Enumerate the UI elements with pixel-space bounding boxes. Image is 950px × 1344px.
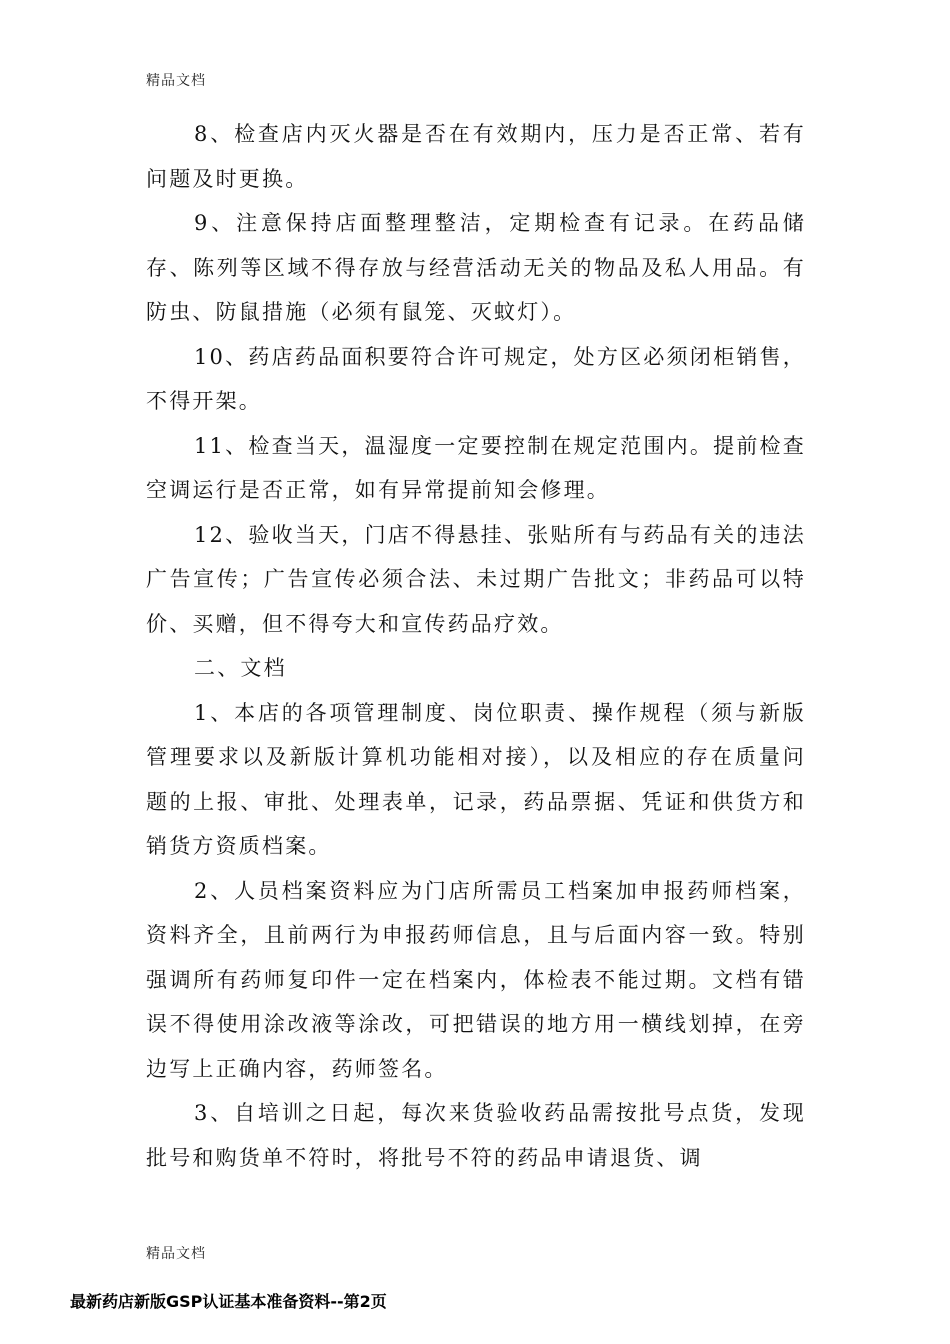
paragraph-item-10: 10、药店药品面积要符合许可规定，处方区必须闭柜销售，不得开架。 (146, 344, 806, 413)
document-title-page-number: 最新药店新版GSP认证基本准备资料--第2页 (70, 1292, 387, 1311)
paragraph-item-11: 11、检查当天，温湿度一定要控制在规定范围内。提前检查空调运行是否正常，如有异常提前知会修理。 (146, 433, 806, 502)
page-footer-label: 精品文档 (146, 1246, 206, 1262)
paragraph-item-9: 9、注意保持店面整理整洁，定期检查有记录。在药品储存、陈列等区域不得存放与经营活动无关的物品及私人用品。有防虫、防鼠措施（必须有鼠笼、灭蚊灯）。 (146, 211, 806, 324)
page-header-label: 精品文档 (146, 73, 206, 89)
paragraph-doc-2: 2、人员档案资料应为门店所需员工档案加申报药师档案，资料齐全，且前两行为申报药师信息，且与后面内容一致。特别强调所有药师复印件一定在档案内，体检表不能过期。文档有错误不得使用涂改液等涂改，可把错误的地方用一横线划掉，在旁边写上正确内容，药师签名。 (146, 878, 806, 1081)
document-body (146, 112, 806, 1180)
paragraph-item-8: 8、检查店内灭火器是否在有效期内，压力是否正常、若有问题及时更换。 (146, 122, 806, 191)
paragraph-doc-1: 1、本店的各项管理制度、岗位职责、操作规程（须与新版管理要求以及新版计算机功能相对接），以及相应的存在质量问题的上报、审批、处理表单，记录，药品票据、凭证和供货方和销货方资质档案。 (146, 700, 806, 858)
paragraph-item-12: 12、验收当天，门店不得悬挂、张贴所有与药品有关的违法广告宣传；广告宣传必须合法、未过期广告批文；非药品可以特价、买赠，但不得夸大和宣传药品疗效。 (146, 522, 806, 636)
paragraph-doc-3: 3、自培训之日起，每次来货验收药品需按批号点货，发现批号和购货单不符时，将批号不符的药品申请退货、调 (146, 1101, 806, 1170)
section-heading-documents: 二、文档 (194, 656, 287, 680)
